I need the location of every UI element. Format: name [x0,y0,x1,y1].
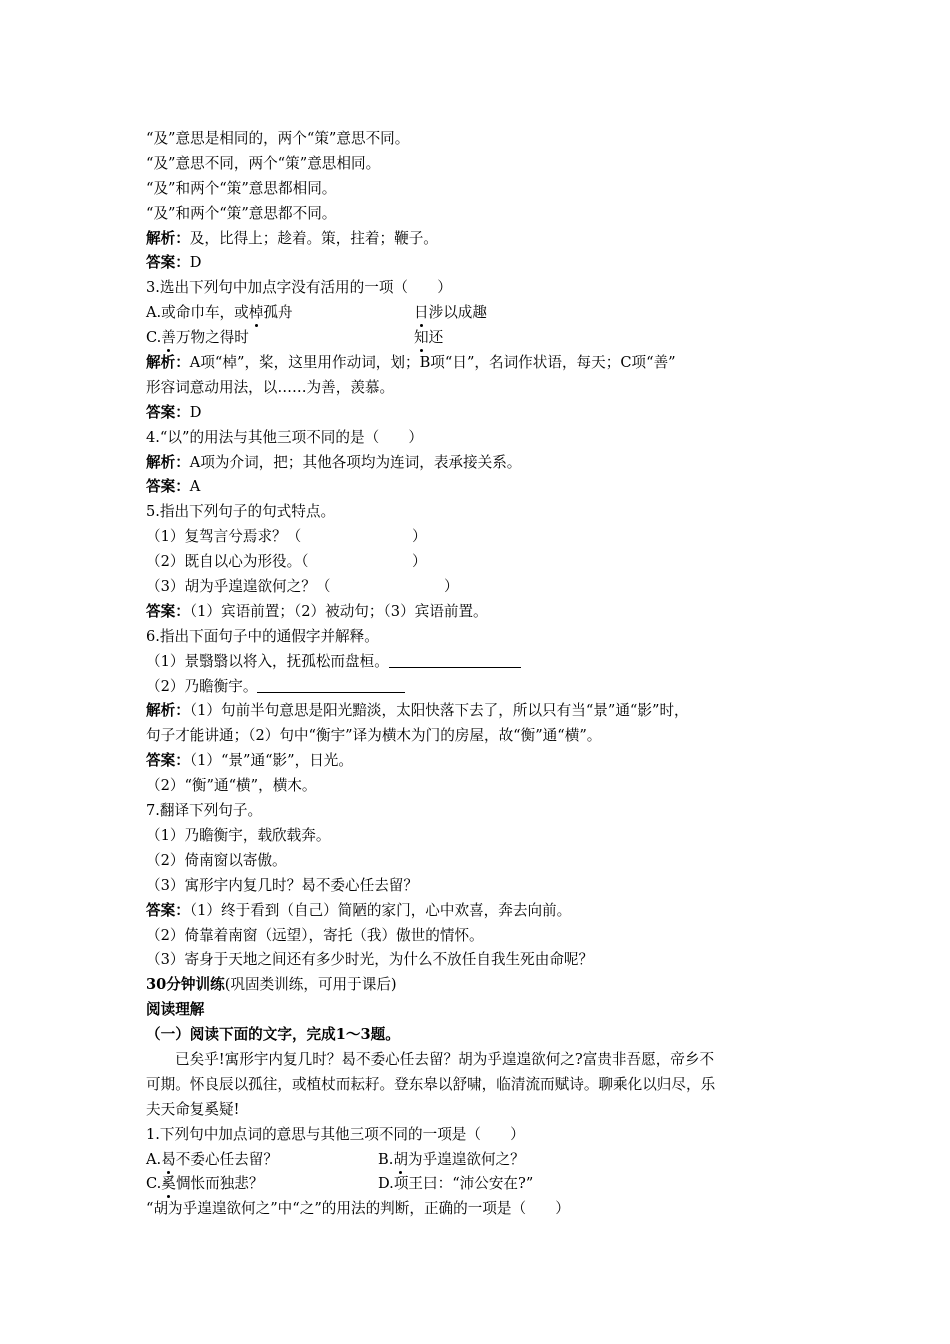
q3-analysis-2: 形容词意动用法，以……为善，羡慕。 [146,378,395,396]
q3-answer: 答案：D [146,403,202,421]
answer-label: 答案： [146,254,190,272]
q3-option-d: 知还 [414,329,444,347]
q6-answer-2: （2）“衡”通“横”，横木。 [146,777,317,795]
q6-analysis-2: 句子才能讲通；（2）句中“衡宇”译为横木为门的房屋，故“衡”通“横”。 [146,727,602,745]
q4-answer: 答案：A [146,478,201,496]
answer-label: 答案： [146,602,190,620]
q7-answer-3: （3）寄身于天地之间还有多少时光，为什么不放任自我生死由命呢？ [146,951,594,969]
r1-options-cd [146,1172,826,1197]
q5-stem: 5.指出下列句子的句式特点。 [146,503,336,521]
answer-text: D [189,254,202,272]
answer-label: 答案： [146,403,190,421]
q2-option-d: “及”和两个“策”意思都不同。 [146,204,337,222]
r1-options-ab [146,1148,826,1173]
analysis-text: 及，比得上；趁着。策，拄着；鞭子。 [189,229,438,247]
answer-label: 答案： [146,478,190,496]
q2-option-a: “及”意思是相同的，两个“策”意思不同。 [146,130,410,147]
bracket-close: ） [444,578,459,596]
passage-line-1: 已矣乎!寓形宇内复几时？曷不委心任去留？胡为乎遑遑欲何之?富贵非吾愿，帝乡不 [175,1050,715,1068]
r1-option-a: A.曷不委心任去留？ [146,1150,278,1168]
q7-sentence-3: （3）寓形宇内复几时？曷不委心任去留？ [146,876,418,894]
q6-sentence-2: （2）乃瞻衡宇。 [146,675,826,700]
q3-options-ab [146,301,826,326]
analysis-label: 解析： [146,354,190,372]
bracket-close: ） [412,528,427,546]
q7-sentence-2: （2）倚南窗以寄傲。 [146,851,287,869]
q3-option-c: C.善万物之得时 [146,329,249,347]
q7-answer-1: 答案：（1）终于看到（自己）简陋的家门，心中欢喜，奔去向前。 [146,901,572,919]
q6-sentence-1: （1）景翳翳以将入，抚孤松而盘桓。 [146,650,826,675]
q6-answer-1: 答案：（1）“景”通“影”，日光。 [146,752,353,770]
dotted-char: 曷 [161,1150,176,1168]
r1-option-d: D.项王曰：“沛公安在?” [378,1175,534,1193]
dotted-char: 知 [414,329,429,347]
q5-answer: 答案：（1）宾语前置；（2）被动句；（3）宾语前置。 [146,602,488,620]
q5-sentence-2: （2）既自以心为形役。（ ） [146,550,826,575]
q3-analysis-1: 解析：A项“棹”，桨，这里用作动词，划；B项“日”，名词作状语，每天；C项“善” [146,354,676,372]
section-reading: 阅读理解 [146,1001,205,1019]
q2-answer [146,251,826,276]
q3-option-b: 日涉以成趣 [414,304,487,322]
r2-stem: “胡为乎遑遑欲何之”中“之”的用法的判断，正确的一项是（ ） [146,1200,570,1218]
dotted-char: 日 [414,304,429,322]
q3-option-a: A.或命巾车，或棹孤舟 [146,304,293,322]
q6-stem: 6.指出下面句子中的通假字并解释。 [146,627,379,645]
document-page [146,127,826,1222]
q3-options-cd [146,326,826,351]
analysis-label: 解析： [146,453,190,471]
passage-line-3: 夫天命复奚疑! [146,1100,240,1118]
dotted-char: 棹 [248,304,264,322]
q2-option-c: “及”和两个“策”意思都相同。 [146,179,337,197]
answer-label: 答案： [146,752,190,770]
q7-stem: 7.翻译下列句子。 [146,802,263,820]
q4-stem: 4.“以”的用法与其他三项不同的是（ ） [146,428,423,446]
q2-option-b: “及”意思不同，两个“策”意思相同。 [146,154,381,172]
answer-label: 答案： [146,901,190,919]
r1-option-b: B.胡为乎遑遑欲何之？ [378,1150,525,1168]
dotted-char: 胡 [393,1150,408,1168]
q3-stem: 3.选出下列句中加点字没有活用的一项（ ） [146,279,452,297]
q7-answer-2: （2）倚靠着南窗（远望），寄托（我）傲世的情怀。 [146,926,484,944]
q5-sentence-3: （3）胡为乎遑遑欲何之？（ ） [146,575,826,600]
q6-analysis-1: 解析：（1）句前半句意思是阳光黯淡，太阳快落下去了，所以只有当“景”通“影”时， [146,702,689,720]
section-part-1: （一）阅读下面的文字，完成1～3题。 [146,1026,400,1044]
q5-sentence-1: （1）复驾言兮焉求？（ ） [146,525,826,550]
q4-analysis: 解析：A项为介词，把；其他各项均为连词，表承接关系。 [146,453,522,471]
r1-stem: 1.下列句中加点词的意思与其他三项不同的一项是（ ） [146,1125,525,1143]
q7-sentence-1: （1）乃瞻衡宇，载欣载奔。 [146,826,331,844]
analysis-label: 解析： [146,702,190,720]
analysis-label: 解析： [146,229,190,247]
q2-analysis [146,227,826,252]
dotted-char: 善 [161,329,176,347]
passage-line-2: 可期。怀良辰以孤往，或植杖而耘耔。登东皋以舒啸，临清流而赋诗。聊乘化以归尽，乐 [146,1075,716,1093]
section-title: 30分钟训练(巩固类训练，可用于课后) [146,976,397,994]
fill-blank [257,677,405,693]
fill-blank [389,652,521,668]
r1-option-c: C.奚惆怅而独悲？ [146,1175,264,1193]
bracket-close: ） [412,553,427,571]
dotted-char: 奚 [161,1175,176,1193]
